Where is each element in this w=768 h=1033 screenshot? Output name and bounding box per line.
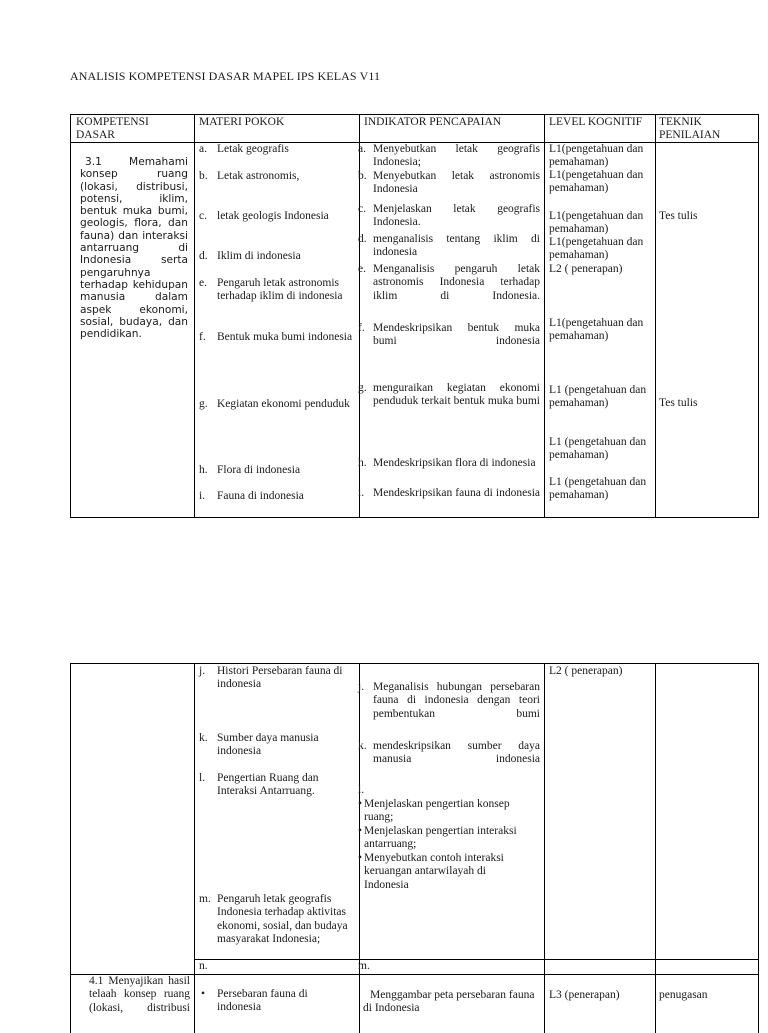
teknik-4-1: penugasan — [659, 989, 708, 1001]
document-title: ANALISIS KOMPETENSI DASAR MAPEL IPS KELAS V11 — [70, 69, 381, 83]
kd-3-1-text: 3.1 Memahami konsep ruang (lokasi, distribusi, potensi, iklim, bentuk muka bumi, geologis, flora, dan fauna) dan interaksi antarruang di Indonesia serta pengaruhnya terhadap kehidupan manusia dalam aspek ekonomi, sosial, budaya, dan pendidikan. — [80, 156, 188, 341]
level-item: L1 (pengetahuan dan pemahaman) — [549, 436, 647, 462]
level-item: L1(pengetahuan dan pemahaman) — [549, 236, 644, 262]
level-item: L1(pengetahuan dan pemahaman) — [549, 210, 644, 236]
header-materi: MATERI POKOK — [199, 116, 285, 128]
level-item: L1 (pengetahuan dan pemahaman) — [549, 476, 647, 502]
competency-table-1: KOMPETENSI DASAR MATERI POKOK INDIKATOR PENCAPAIAN LEVEL KOGNITIF TEKNIK PENILAIAN 3.1 Memahami konsep ruang (lokasi, distribusi, potensi, iklim, bentuk muka bumi, geologis, flora, dan fauna) dan interaksi antarruang di Indonesia serta pengaruhnya terhadap kehidupan manusia dalam aspek ekonomi, sosial, budaya, dan pendidikan. a. Letak geografis b. Letak astronomis, c. letak geologis Indonesia d. Iklim di indonesia e. Pengaruh letak astronomis terhadap iklim di indonesia f. Bentuk muka bumi indonesia g. Kegiatan ekonomi penduduk h. Flora di indonesia i. Fauna di indonesia a. Menyebutkan letak geografis Indonesia; b. Menyebutkan letak astronomis Indonesia c. Menjelaskan letak geografis Indonesia. d. menganalisis tentang iklim di indonesia e. Menganalisis pengaruh letak astronomis Indonesia terhadap iklim di Indonesia. f. Mendeskripsikan bentuk muka bumi indonesia g. menguraikan kegiatan ekonomi penduduk terkait bentuk muka bumi h. Mendeskripsikan flora di indonesia i. Mendeskripsikan fauna di indonesia L1(pengetahuan dan pemahaman) L1(pengetahuan dan pemahaman) L1(pengetahuan dan pemahaman) L1(pengetahuan dan pemahaman) L2 ( penerapan) L1(pengetahuan dan pemahaman) L1 (pengetahuan dan pemahaman) L1 (pengetahuan dan pemahaman) L1 (pengetahuan dan pemahaman) Tes tulis Tes tulis — [70, 114, 759, 518]
teknik-item: Tes tulis — [659, 397, 698, 409]
level-item: L1 (pengetahuan dan pemahaman) — [549, 384, 647, 410]
header-kompetensi: KOMPETENSI DASAR — [76, 116, 149, 142]
level-item: L2 ( penerapan) — [549, 665, 623, 677]
header-indikator: INDIKATOR PENCAPAIAN — [364, 116, 502, 128]
indikator-4-1: Menggambar peta persebaran fauna di Indonesia — [363, 989, 535, 1015]
level-item: L1(pengetahuan dan pemahaman) — [549, 143, 644, 169]
teknik-item: Tes tulis — [659, 210, 698, 222]
header-teknik: TEKNIK PENILAIAN — [659, 116, 721, 142]
kd-4-1-text: 4.1 Menyajikan hasil telaah konsep ruang (lokasi, distribusi — [89, 975, 190, 1014]
level-4-1: L3 (penerapan) — [549, 989, 620, 1001]
competency-table-2: j. Histori Persebaran fauna di indonesia k. Sumber daya manusia indonesia l. Pengertian Ruang dan Interaksi Antarruang. m. Pengaruh letak geografis Indonesia terhadap aktivitas ekonomi, sosial, dan budaya masyarakat Indonesia; n. j. Meganalisis hubungan persebaran fauna di indonesia dengan teori pembentukan bumi k. mendeskripsikan sumber daya manusia indonesia l. • Menjelaskan pengertian konsep ruang; • Menjelaskan pengertian interaksi antarruang; • Menyebutkan contoh interaksi keruangan antarwilayah di Indonesia m. L2 ( penerapan) 4.1 Menyajikan hasil telaah konsep ruang (lokasi, distribusi • Persebaran fauna di indonesia Menggambar peta persebaran fauna di Indonesia L3 (penerapan) penugasan — [70, 663, 759, 1033]
header-level: LEVEL KOGNITIF — [549, 116, 643, 128]
level-item: L1(pengetahuan dan pemahaman) — [549, 169, 644, 195]
level-item: L1(pengetahuan dan pemahaman) — [549, 317, 644, 343]
level-item: L2 ( penerapan) — [549, 263, 623, 275]
